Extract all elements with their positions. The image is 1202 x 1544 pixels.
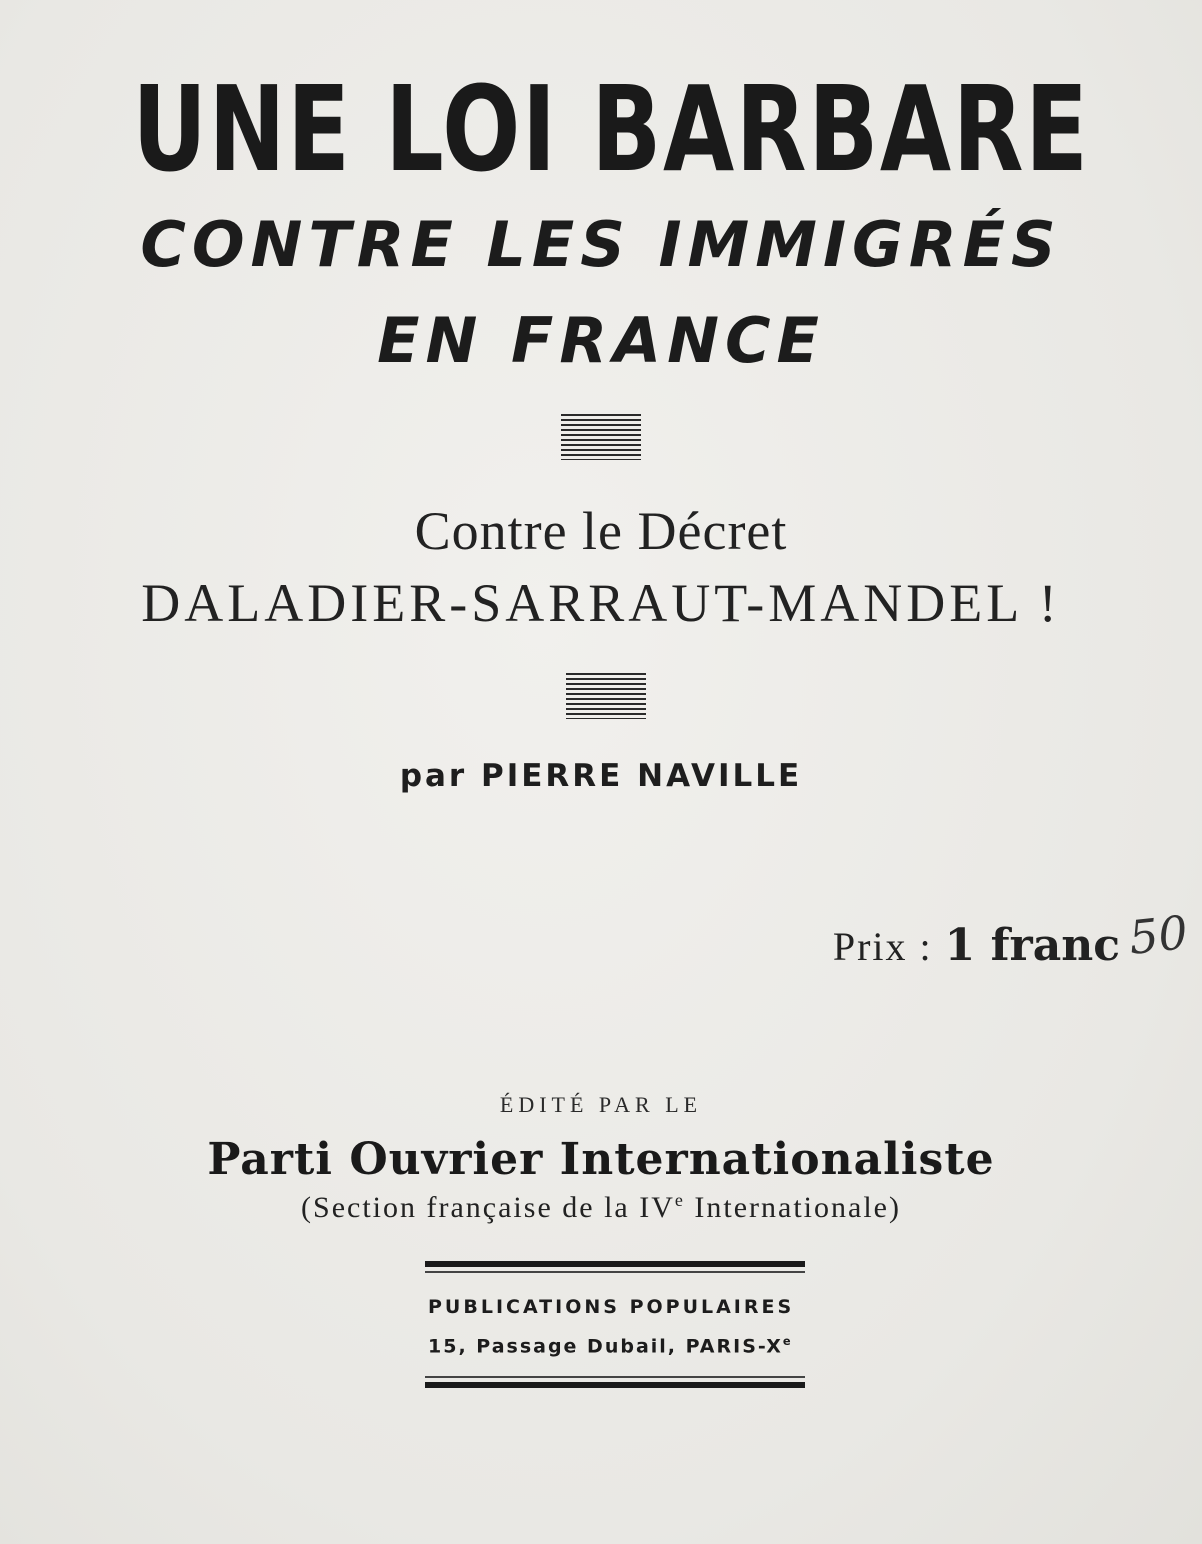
handwritten-price-annotation: 50 [1126, 905, 1191, 965]
imprint-rule-top [425, 1261, 805, 1279]
document-title: UNE LOI BARBARE [132, 60, 1090, 198]
price-line [833, 920, 1120, 971]
hatched-ornament-bottom [566, 673, 646, 719]
decree-heading-line-2: DALADIER-SARRAUT-MANDEL ! [141, 573, 1061, 633]
price-value: 1 franc [944, 920, 1120, 971]
imprint-publisher: PUBLICATIONS POPULAIRES [428, 1296, 795, 1318]
imprint-address-text: 15, Passage Dubail, PARIS-X [428, 1335, 783, 1358]
imprint-rule-bottom-thick [425, 1382, 805, 1388]
party-section-note [0, 1190, 1202, 1225]
section-note-text-before: (Section française de la IV [301, 1191, 675, 1224]
price-label: Prix : [832, 924, 945, 969]
imprint-address-superscript: e [782, 1334, 793, 1348]
decree-heading-line-1: Contre le Décret [414, 501, 788, 561]
imprint-address [428, 1334, 793, 1357]
imprint-rule-top-thick [425, 1261, 805, 1267]
edited-by-label: ÉDITÉ PAR LE [499, 1092, 703, 1117]
imprint-rule-bottom-thin [425, 1376, 805, 1378]
section-note-superscript: e [674, 1190, 685, 1210]
author-line: par PIERRE NAVILLE [399, 758, 803, 794]
imprint-rule-top-thin [425, 1271, 805, 1273]
imprint-rule-bottom [425, 1376, 805, 1394]
party-name: Parti Ouvrier Internationaliste [207, 1134, 995, 1185]
document-subtitle-line-1: CONTRE LES IMMIGRÉS [140, 208, 1062, 281]
document-subtitle-line-2: EN FRANCE [377, 304, 825, 377]
section-note-text-after: Internationale) [684, 1191, 901, 1224]
hatched-ornament-top [561, 414, 641, 460]
